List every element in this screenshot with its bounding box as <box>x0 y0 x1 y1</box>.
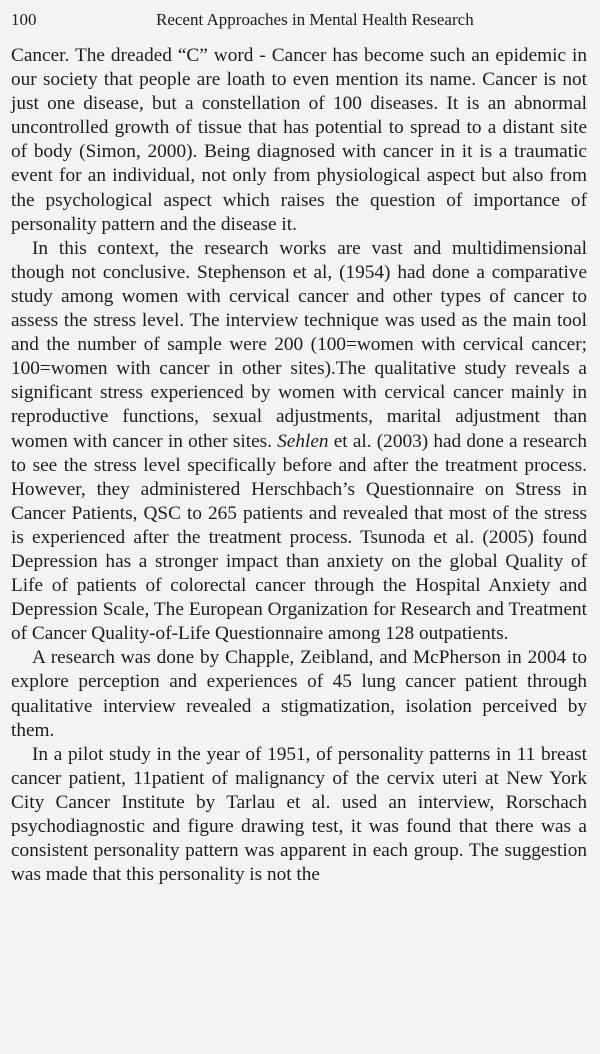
running-title: Recent Approaches in Mental Health Research <box>156 10 474 29</box>
italic-author-name: Sehlen <box>277 430 329 452</box>
paragraph-text: et al. (2003) had done a research to see the stress level specifically before and after the treatment process. However, they administered Herschbach’s Questionnaire on Stress in Cancer Patients, QSC to 265 patients and revealed that most of the stress is experienced after the treatment process. Tsunoda et al. (2005) found Depression has a stronger impact than anxiety on the global Quality of Life of patients of colorectal cancer through the Hospital Anxiety and Depression Scale, The European Organization for Research and Treatment of Cancer Quality-of-Life Questionnaire among 128 outpatients. <box>11 430 587 645</box>
paragraph-chapple-study: A research was done by Chapple, Zeibland, and McPherson in 2004 to explore perception and experiences of 45 lung cancer patient through qualitative interview revealed a stigmatization, isolation perceived by them. <box>11 647 587 741</box>
body-text <box>11 44 587 887</box>
paragraph-text: In this context, the research works are vast and multidimensional though not conclusive. Stephenson et al, (1954) had done a comparative study among women with cervical cancer and other types of cancer to assess the stress level. The interview technique was used as the main tool and the number of sample were 200 (100=women with cervical cancer; 100=women with cancer in other sites).The qualitative study reveals a significant stress experienced by women with cervical cancer mainly in reproductive functions, sexual adjustments, marital adjustment than women with cancer in other sites. <box>11 237 587 452</box>
page-number: 100 <box>11 10 37 29</box>
page-header <box>11 8 586 34</box>
paragraph-research-context <box>11 237 587 647</box>
paragraph-pilot-study: In a pilot study in the year of 1951, of personality patterns in 11 breast cancer patient, 11patient of malignancy of the cervix uteri at New York City Cancer Institute by Tarlau et al. used an interview, Rorschach psychodiagnostic and figure drawing test, it was found that there was a consistent personality pattern was apparent in each group. The suggestion was made that this personality is not the <box>11 743 587 886</box>
paragraph-cancer-intro: Cancer. The dreaded “C” word - Cancer has become such an epidemic in our society that people are loath to even mention its name. Cancer is not just one disease, but a constellation of 100 diseases. It is an abnormal uncontrolled growth of tissue that has potential to spread to a distant site of body (Simon, 2000). Being diagnosed with cancer in it is a traumatic event for an individual, not only from physiological aspect but also from the psychological aspect which raises the question of importance of personality pattern and the disease it. <box>11 45 587 235</box>
